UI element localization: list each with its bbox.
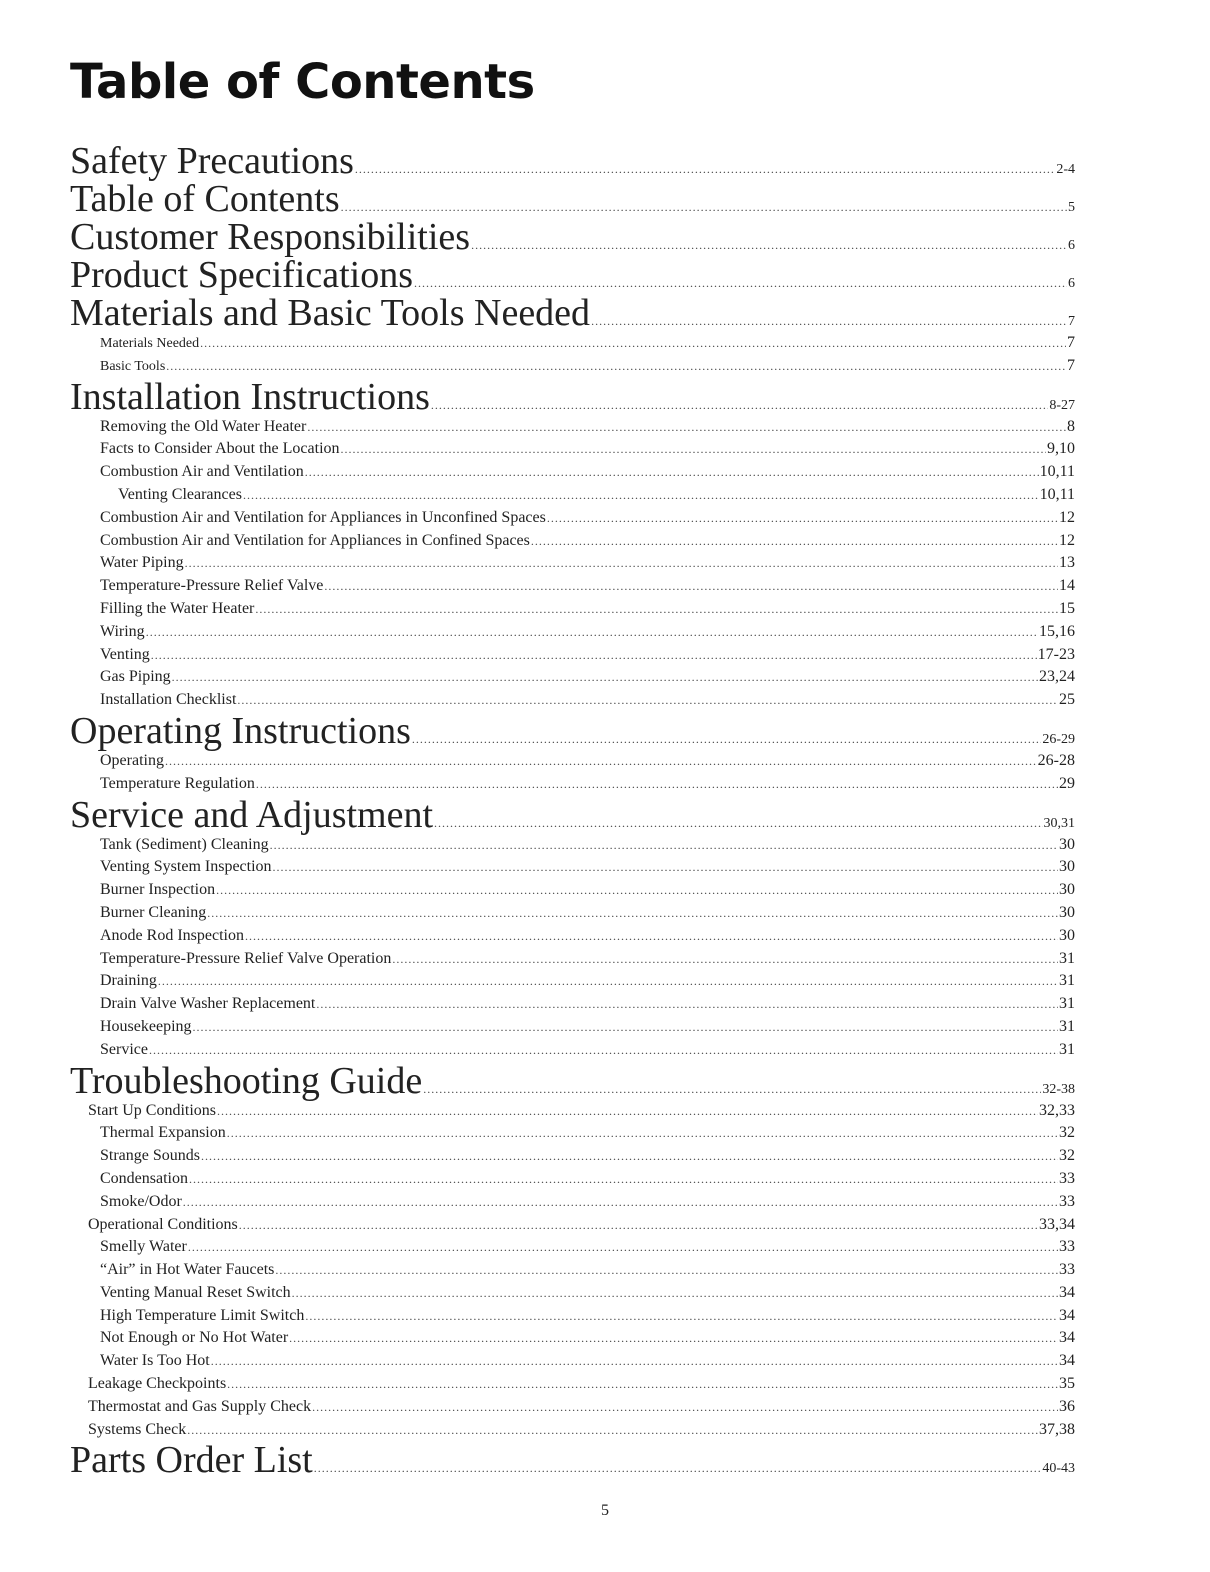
entry-title: High Temperature Limit Switch [100,1306,305,1324]
entry-title: Temperature Regulation [100,774,255,792]
dot-leader [275,1263,1058,1278]
dot-leader [312,1400,1058,1415]
dot-leader [245,929,1058,944]
page-number: 15,16 [1039,622,1075,640]
page-number: 8-27 [1049,397,1075,413]
toc-entry [0,1236,1210,1259]
section-title: Operating Instructions [70,709,411,752]
dot-leader [237,693,1058,708]
dot-leader [307,420,1066,435]
toc-entry [0,902,1210,925]
page-number: 31 [1059,972,1075,990]
dot-leader [414,276,1067,291]
entry-title: Anode Rod Inspection [100,926,244,944]
page-number: 33 [1059,1238,1075,1256]
section-title: Product Specifications [70,254,413,296]
dot-leader [187,1423,1038,1438]
dot-leader [547,511,1058,526]
entry-title: Combustion Air and Ventilation for Appliances in Confined Spaces [100,531,530,549]
page-number: 9,10 [1047,440,1075,458]
dot-leader [324,579,1058,594]
page-title: Table of Contents [70,54,535,110]
page-number: 7 [1068,314,1075,329]
entry-title: Burner Cleaning [100,903,207,921]
toc-section-operating [0,709,1210,752]
entry-title: “Air” in Hot Water Faucets [100,1261,275,1279]
entry-title: Draining [100,972,157,990]
entry-title: Combustion Air and Ventilation [100,463,304,481]
entry-title: Strange Sounds [100,1147,200,1165]
dot-leader [227,1377,1058,1392]
toc-entry [0,1350,1210,1373]
entry-title: Combustion Air and Ventilation for Appliances in Unconfined Spaces [100,508,546,526]
page-number: 26-28 [1037,751,1075,769]
toc-entry [0,925,1210,948]
page-number: 8 [1067,417,1075,435]
page-number: 12 [1059,531,1075,549]
section-title: Safety Precautions [70,140,354,182]
entry-title: Temperature-Pressure Relief Valve Operation [100,949,392,967]
toc-entry [0,1259,1210,1282]
entry-title: Gas Piping [100,668,171,686]
dot-leader [165,754,1037,769]
page-number: 10,11 [1039,463,1075,481]
page-number: 25 [1059,691,1075,709]
toc-entry [0,598,1210,621]
toc-entry [0,1039,1210,1062]
dot-leader [270,838,1058,853]
section-title: Materials and Basic Tools Needed [70,292,591,334]
toc-entry [0,355,1210,378]
page-number: 30,31 [1043,815,1075,831]
dot-leader [146,625,1038,640]
page-number: 13 [1059,554,1075,572]
page-number: 34 [1059,1306,1075,1324]
dot-leader [423,1082,1041,1097]
dot-leader [273,860,1058,875]
toc-entry [0,1396,1210,1419]
toc-entry [0,1145,1210,1168]
page-number: 34 [1059,1329,1075,1347]
toc-entry [0,575,1210,598]
toc-entry [0,1016,1210,1039]
dot-leader [166,359,1066,374]
entry-title: Start Up Conditions [88,1101,217,1119]
entry-title: Operating [100,751,164,769]
dot-leader [531,534,1058,549]
section-title: Parts Order List [70,1439,313,1482]
page-number: 30 [1059,835,1075,853]
entry-title: Water Piping [100,554,184,572]
dot-leader [151,648,1037,663]
toc-section-product-specifications [0,256,1210,294]
dot-leader [256,777,1058,792]
toc-entry [0,1419,1210,1442]
entry-title: Thermostat and Gas Supply Check [88,1397,312,1415]
toc-entry [0,993,1210,1016]
toc-entry [0,1305,1210,1328]
toc-entry [0,461,1210,484]
entry-title: Filling the Water Heater [100,599,255,617]
dot-leader [392,952,1058,967]
page-number: 15 [1059,599,1075,617]
toc-entry [0,856,1210,879]
section-title: Service and Adjustment [70,793,434,836]
page-number: 10,11 [1039,485,1075,503]
dot-leader [412,732,1041,747]
toc-section-table-of-contents [0,180,1210,218]
page-number: 26-29 [1042,731,1075,747]
page-number: 32,33 [1039,1101,1075,1119]
entry-title: Venting Clearances [118,485,242,503]
toc-entry [0,552,1210,575]
entry-title: Thermal Expansion [100,1124,226,1142]
page-number: 7 [1067,356,1075,374]
entry-title: Basic Tools [100,358,166,374]
section-title: Installation Instructions [70,375,430,418]
toc-entry [0,750,1210,773]
page-number: 14 [1059,577,1075,595]
page-number: 37,38 [1039,1420,1075,1438]
page-number: 33 [1059,1261,1075,1279]
dot-leader [149,1043,1058,1058]
dot-leader [239,1218,1038,1233]
footer-page-number: 5 [601,1502,609,1519]
dot-leader [185,556,1058,571]
entry-title: Smelly Water [100,1238,187,1256]
toc-entry [0,1214,1210,1237]
entry-title: Service [100,1040,148,1058]
entry-title: Installation Checklist [100,691,237,709]
page-number: 33 [1059,1192,1075,1210]
entry-title: Drain Valve Washer Replacement [100,995,316,1013]
toc-entry [0,507,1210,530]
toc-entry [0,530,1210,553]
toc-entry [0,1168,1210,1191]
toc-entry [0,1282,1210,1305]
entry-title: Facts to Consider About the Location [100,440,340,458]
entry-title: Venting Manual Reset Switch [100,1283,291,1301]
dot-leader [591,314,1067,329]
entry-title: Leakage Checkpoints [88,1375,227,1393]
toc-entry [0,689,1210,712]
dot-leader [216,883,1058,898]
page-number: 31 [1059,995,1075,1013]
toc-entry [0,666,1210,689]
entry-title: Operational Conditions [88,1215,238,1233]
toc-entry [0,773,1210,796]
toc-section-materials [0,294,1210,332]
dot-leader [355,162,1055,177]
toc-section-troubleshooting [0,1059,1210,1102]
page-number: 31 [1059,949,1075,967]
page-number: 30 [1059,881,1075,899]
dot-leader [183,1195,1058,1210]
entry-title: Housekeeping [100,1017,192,1035]
dot-leader [172,670,1038,685]
dot-leader [189,1172,1058,1187]
toc-entry [0,1373,1210,1396]
entry-title: Removing the Old Water Heater [100,417,307,435]
toc-entry [0,879,1210,902]
toc-entry [0,948,1210,971]
page-number: 2-4 [1056,162,1075,177]
toc-entry [0,1191,1210,1214]
table-of-contents [0,140,1210,1482]
dot-leader [211,1354,1058,1369]
page-number: 6 [1068,276,1075,291]
dot-leader [207,906,1058,921]
section-title: Troubleshooting Guide [70,1059,423,1102]
entry-title: Venting System Inspection [100,858,272,876]
page-number: 34 [1059,1283,1075,1301]
toc-section-installation [0,375,1210,418]
page-number: 23,24 [1039,668,1075,686]
toc-entry [0,1327,1210,1350]
entry-title: Systems Check [88,1420,187,1438]
dot-leader [316,997,1058,1012]
toc-entry [0,970,1210,993]
entry-title: Wiring [100,622,145,640]
toc-entry [0,416,1210,439]
page-number: 29 [1059,774,1075,792]
dot-leader [434,816,1042,831]
toc-entry [0,1100,1210,1123]
toc-section-parts-order-list [0,1439,1210,1482]
entry-title: Not Enough or No Hot Water [100,1329,289,1347]
entry-title: Materials Needed [100,336,200,351]
entry-title: Smoke/Odor [100,1192,182,1210]
dot-leader [292,1286,1058,1301]
page-number: 30 [1059,858,1075,876]
page-number: 12 [1059,508,1075,526]
dot-leader [289,1331,1058,1346]
dot-leader [431,398,1048,413]
dot-leader [188,1240,1058,1255]
toc-section-safety [0,142,1210,180]
entry-title: Temperature-Pressure Relief Valve [100,577,324,595]
toc-entry [0,644,1210,667]
section-title: Customer Responsibilities [70,216,471,258]
page-number: 34 [1059,1352,1075,1370]
dot-leader [243,488,1039,503]
page-number: 17-23 [1037,645,1075,663]
toc-entry [0,438,1210,461]
page-number: 5 [1068,200,1075,215]
page-number: 33,34 [1039,1215,1075,1233]
page-number: 32 [1059,1147,1075,1165]
dot-leader [341,442,1046,457]
page-number: 31 [1059,1017,1075,1035]
page-number: 32-38 [1042,1081,1075,1097]
toc-entry [0,621,1210,644]
toc-entry [0,484,1210,507]
dot-leader [200,336,1066,351]
dot-leader [201,1149,1058,1164]
page-number: 32 [1059,1124,1075,1142]
dot-leader [305,1309,1058,1324]
page-number: 35 [1059,1375,1075,1393]
entry-title: Tank (Sediment) Cleaning [100,835,269,853]
dot-leader [227,1126,1058,1141]
page-number: 30 [1059,903,1075,921]
dot-leader [217,1104,1038,1119]
page-number: 30 [1059,926,1075,944]
entry-title: Condensation [100,1169,188,1187]
dot-leader [341,200,1067,215]
page-number: 6 [1068,238,1075,253]
toc-entry [0,332,1210,355]
dot-leader [158,974,1058,989]
dot-leader [314,1461,1042,1476]
dot-leader [193,1020,1058,1035]
toc-section-customer-responsibilities [0,218,1210,256]
page-number: 36 [1059,1397,1075,1415]
dot-leader [471,238,1067,253]
page-number: 7 [1067,334,1075,351]
toc-entry [0,1122,1210,1145]
dot-leader [255,602,1058,617]
toc-section-service [0,793,1210,836]
entry-title: Burner Inspection [100,881,216,899]
page-number: 33 [1059,1169,1075,1187]
dot-leader [305,465,1039,480]
page-number: 31 [1059,1040,1075,1058]
page-number: 40-43 [1042,1461,1075,1477]
entry-title: Water Is Too Hot [100,1352,210,1370]
toc-entry [0,834,1210,857]
section-title: Table of Contents [70,178,340,220]
entry-title: Venting [100,645,150,663]
